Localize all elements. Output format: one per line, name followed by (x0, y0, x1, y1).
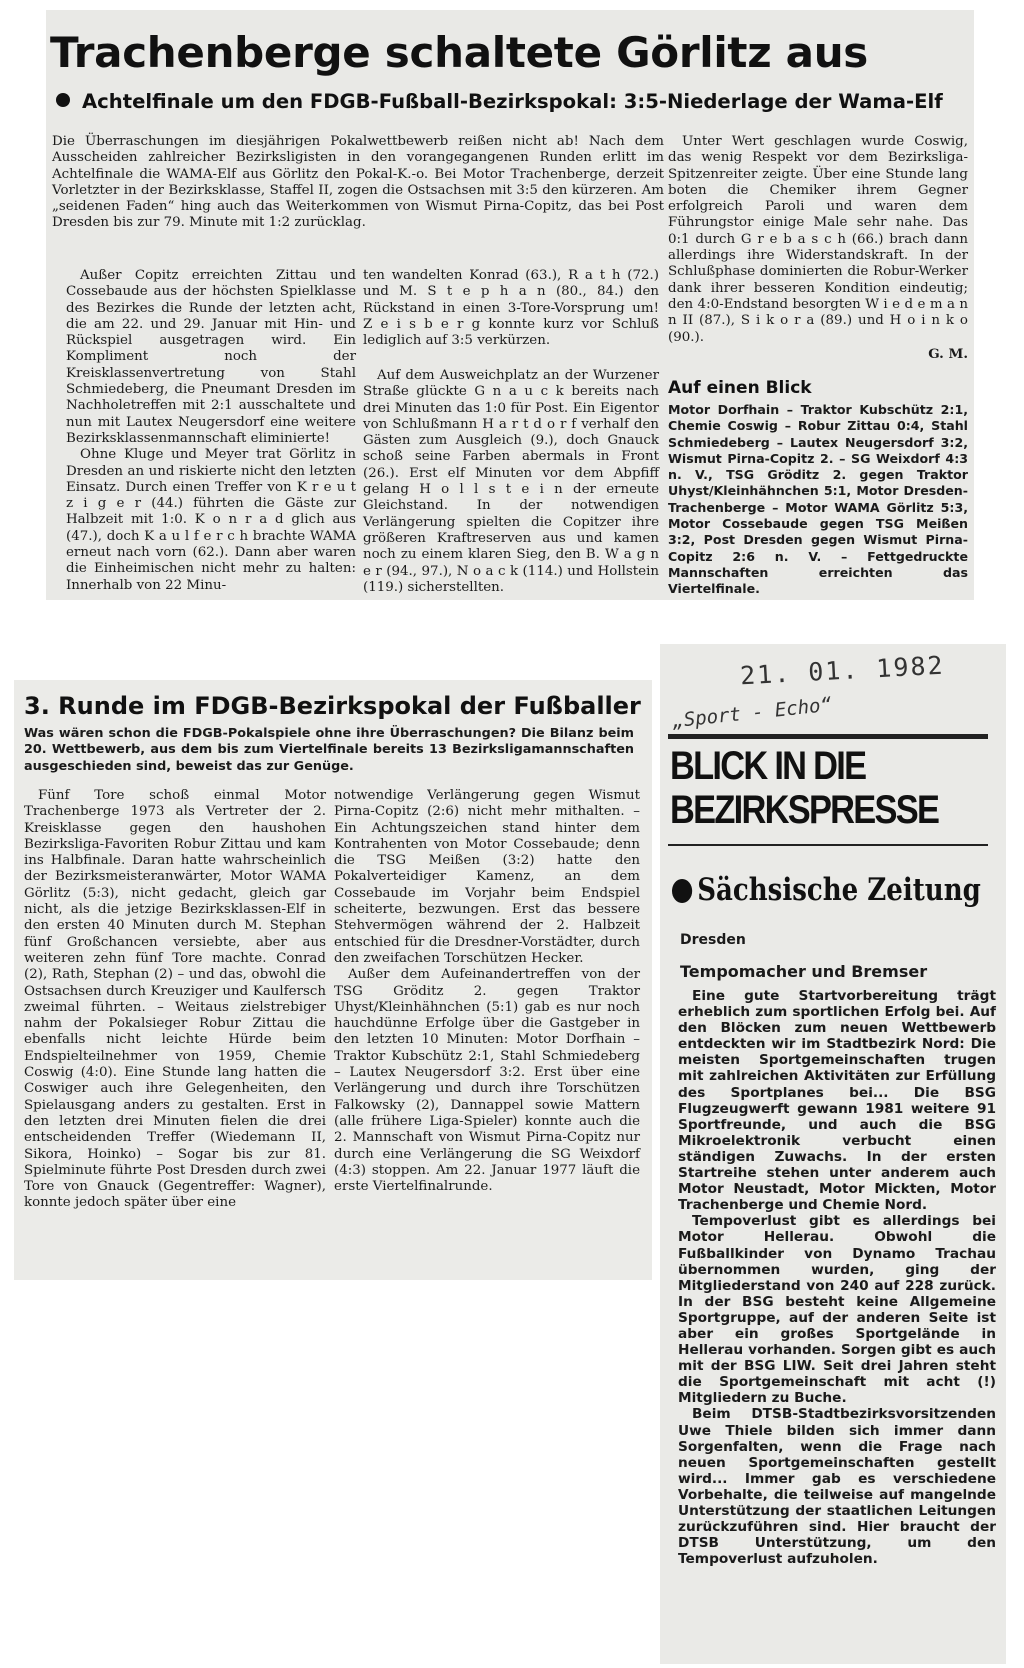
article1-column-b-cont (363, 368, 659, 596)
col-a-paragraph: Fünf Tore schoß einmal Motor Trachenberge 1973 als Vertreter der 2. Kreisklasse gegen den haushohen Bezirksliga-Favoriten Robur Zittau und kam ins Halbfinale. Daran hatte wahrscheinlich der Bezirksmeisteranwärter, Motor WAMA Görlitz (5:3), nicht gedacht, gleich gar nicht, als die jetzige Bezirksklassen-Elf in den ersten 40 Minuten durch M. Stephan fünf Großchancen versiebte, aber aus weiteren zehn fünf Tore machte. Conrad (2), Rath, Stephan (2) – und das, obwohl die Ostsachsen durch Kreuziger und Kaulfersch zweimal führten. – Weitaus zielstrebiger nahm der Pokalsieger Robur Zittau die ebenfalls nicht leichte Hürde beim Endspielteilnehmer von 1959, Chemie Coswig (4:0). Eine Stunde lang hatten die Coswiger auch ihre Gelegenheiten, den Spielausgang anders zu gestalten. Erst in den letzten drei Minuten fielen die drei entscheidenden Treffer (Wiedemann II, Sikora, Hoinko) – Sogar bis zur 81. Spielminute führte Post Dresden durch zwei Tore von Gnauck (Gegentreffer: Wagner), konnte jedoch später über eine (24, 788, 326, 1211)
col-b-paragraph: ten wandelten Konrad (63.), R a t h (72.) und M. S t e p h a n (80., 84.) den Rückstand in einen 3-Tore-Vorsprung um! Z e i s b e r g konnte kurz vor Schluß lediglich auf 3:5 verkürzen. (363, 268, 659, 349)
article2-column-b (334, 788, 640, 1195)
subheadline-text: Achtelfinale um den FDGB-Fußball-Bezirkspokal: 3:5-Niederlage der Wama-Elf (82, 90, 943, 113)
col-b-paragraph: Auf dem Ausweichplatz an der Wurzener Straße glückte G n a u c k bereits nach drei Minuten das 1:0 für Post. Ein Eigentor von Schlußmann H a r t d o r f verhalf den Gästen zum Ausgleich (9.), doch Gnauck schoß seine Farben abermals in Front (26.). Erst elf Minuten vor dem Abpfiff gelang H o l l s t e i n der erneute Gleichstand. In der notwendigen Verlängerung spielten die Copitzer ihre größeren Kraftreserven aus und kamen noch zu einem klaren Sieg, den B. W a g n e r (94., 97.), N o a c k (114.) und Hollstein (119.) sicherstellten. (363, 368, 659, 595)
handwritten-source: „Sport - Echo“ (671, 693, 833, 733)
article-clipping-3-runde (14, 680, 652, 1280)
article1-intro (52, 134, 664, 232)
article-clipping-bezirkspresse (660, 644, 1006, 1664)
col-a-paragraph: Ohne Kluge und Meyer trat Görlitz in Dresden an und riskierte nicht den letzten Einsatz. Durch einen Treffer von K r e u t z i g e r (44.) führten die Gäste zur Halbzeit mit 1:0. K o n r a d glich aus (47.), doch K a u l f e r c h brachte WAMA erneut nach vorn (62.). Dann aber waren die Einheimischen nicht mehr zu halten: Innerhalb von 22 Minu- (66, 447, 356, 593)
article3-body (678, 988, 996, 1567)
article2-column-a (24, 788, 326, 1212)
blick-box-title: Auf einen Blick (668, 378, 812, 398)
bullet-icon (56, 93, 70, 107)
headline-trachenberge: Trachenberge schaltete Görlitz aus (50, 28, 869, 77)
article-clipping-trachenberge (46, 10, 974, 600)
section-title-line: BLICK IN DIE (670, 744, 866, 788)
col-a-paragraph: Außer Copitz erreichten Zittau und Cossebaude aus der höchsten Spielklasse des Bezirkes die Runde der letzten acht, die am 22. und 29. Januar mit Hin- und Rückspiel ausgetragen wird. Ein Kompliment noch der Kreisklassenvertretung von Stahl Schmiedeberg, die Pneumant Dresden im Nachholetreffen mit 2:1 ausschaltete und nun mit Lautex Neugersdorf eine weitere Bezirksklassenmannschaft eliminierte! (66, 268, 356, 446)
results-text: Motor Dorfhain – Traktor Kubschütz 2:1, Chemie Coswig – Robur Zittau 0:4, Stahl Schmiedeberg – Lautex Neugersdorf 3:2, Wismut Pirna-Copitz 2. – SG Weixdorf 4:3 n. V., TSG Gröditz 2. gegen Traktor Uhyst/Kleinhähnchen 5:1, Motor Dresden-Trachenberge – Motor WAMA Görlitz 5:3, Motor Cossebaude gegen TSG Meißen 3:2, Post Dresden gegen Wismut Pirna-Copitz 2:6 n. V. – Fettgedruckte Mannschaften erreichten das Viertelfinale. (668, 402, 968, 597)
handwritten-date: 21. 01. 1982 (739, 650, 946, 691)
section-title-line: BEZIRKSPRESSE (670, 788, 939, 832)
top-rule (668, 734, 988, 739)
article1-column-b (363, 268, 659, 349)
article1-column-a (66, 268, 356, 594)
blick-box-results (668, 402, 968, 598)
article2-intro (24, 726, 634, 775)
body-paragraph: Tempoverlust gibt es allerdings bei Motor Hellerau. Obwohl die Fußballkinder von Dynamo Trachau übernommen wurden, ging der Mitgliederstand von 240 auf 228 zurück. In der BSG besteht keine Allgemeine Sportgruppe, auf der anderen Seite ist aber ein großes Sportgelände in Hellerau vorhanden. Sorgen gibt es auch mit der BSG LIW. Seit drei Jahren steht die Sportgemeinschaft mit acht (!) Mitgliedern zu Buche. (678, 1213, 996, 1407)
intro-text: Was wären schon die FDGB-Pokalspiele ohne ihre Überraschungen? Die Bilanz beim 20. Wettbewerb, aus dem bis zum Viertelfinale bereits 13 Bezirksligamannschaften ausgeschieden sind, beweist das zur Genüge. (24, 726, 634, 774)
col-b-paragraph: Außer dem Aufeinandertreffen von der TSG Gröditz 2. gegen Traktor Uhyst/Kleinhähnchen (5:1) gab es nur noch hauchdünne Erfolge über die Gastgeber in den letzten 10 Minuten: Motor Dorfhain – Traktor Kubschütz 2:1, Stahl Schmiedeberg – Lautex Neugersdorf 3:2. Erst über eine Verlängerung und durch ihre Torschützen Falkowsky (2), Dannappel sowie Mattern (alle frühere Liga-Spieler) konnte auch die 2. Mannschaft von Wismut Pirna-Copitz nur durch eine Verlängerung die SG Weixdorf (4:3) stoppen. Am 22. Januar 1977 läuft die erste Viertelfinalrunde. (334, 967, 640, 1195)
col-c-paragraph: Unter Wert geschlagen wurde Coswig, das wenig Respekt vor dem Bezirksliga-Spitzenreiter zeigte. Über eine Stunde lang boten die Chemiker ihrem Gegner erfolgreich Paroli und waren dem Führungstor einige Male sehr nahe. Das 0:1 durch G r e b a s c h (66.) brach dann allerdings ihre Widerstandskraft. In der Schlußphase dominierten die Robur-Werker dank ihrer besseren Kondition eindeutig; den 4:0-Endstand besorgten W i e d e m a n n II (87.), S i k o r a (89.) und H o i n k o (90.). (668, 134, 968, 345)
subheadline-achtelfinale (56, 90, 943, 113)
article1-column-c (668, 134, 968, 362)
bottom-rule (668, 844, 988, 846)
col-b-paragraph: notwendige Verlängerung gegen Wismut Pirna-Copitz (2:6) nicht mehr mithalten. – Ein Achtungszeichen stand hinter dem Kontrahenten von Motor Cossebaude; denn die TSG Meißen (3:2) hatte den Pokalverteidiger Kamenz, an dem Cossebaude im Vorjahr beim Endspiel scheiterte, bezwungen. Erst das bessere Stehvermögen während der 2. Halbzeit entschied für die Dresdner-Vorstädter, durch den zweifachen Torschützen Hecker. (334, 788, 640, 966)
headline-3-runde: 3. Runde im FDGB-Bezirkspokal der Fußballer (24, 692, 641, 720)
body-paragraph: Beim DTSB-Stadtbezirksvorsitzenden Uwe Thiele bilden sich immer dann Sorgenfalten, wenn die Frage nach neuen Sportgemeinschaften gestellt wird... Immer gab es verschiedene Vorbehalte, die teilweise auf mangelnde Unterstützung der staatlichen Leitungen zurückzuführen sind. Hier braucht der DTSB Unterstützung, um den Tempoverlust aufzuholen. (678, 1406, 996, 1568)
body-paragraph: Eine gute Startvorbereitung trägt erheblich zum sportlichen Erfolg bei. Auf den Blöcken zum neuen Wettbewerb entdeckten wir im Stadtbezirk Nord: Die meisten Sportgemeinschaften trugen mit zahlreichen Aktivitäten zur Erfüllung des Sportplanes bei... Die BSG Flugzeugwerft gewann 1981 weitere 91 Sportfreunde, und auch die BSG Mikroelektronik verbucht einen ständigen Zuwachs. In der ersten Startreihe stehen unter anderem auch Motor Neustadt, Motor Mickten, Motor Trachenberge und Chemie Nord. (678, 988, 996, 1214)
dateline: Dresden (680, 932, 746, 948)
headline-tempomacher: Tempomacher und Bremser (680, 962, 928, 981)
emblem-icon (672, 879, 692, 903)
masthead-text: Sächsische Zeitung (697, 872, 981, 908)
newspaper-masthead (672, 872, 981, 908)
section-title (670, 744, 938, 832)
author-signature: G. M. (928, 345, 968, 362)
intro-text: Die Überraschungen im diesjährigen Pokalwettbewerb reißen nicht ab! Nach dem Ausscheiden zahlreicher Bezirksligisten in den vorangegangenen Runden erlitt im Achtelfinale die WAMA-Elf aus Görlitz den Pokal-K.-o. Bei Motor Trachenberge, derzeit Vorletzter in der Bezirksklasse, Staffel II, zogen die Ostsachsen mit 3:5 den kürzeren. Am „seidenen Faden“ hing auch das Weiterkommen von Wismut Pirna-Copitz, das bei Post Dresden bis zur 79. Minute mit 1:2 zurücklag. (52, 134, 664, 231)
